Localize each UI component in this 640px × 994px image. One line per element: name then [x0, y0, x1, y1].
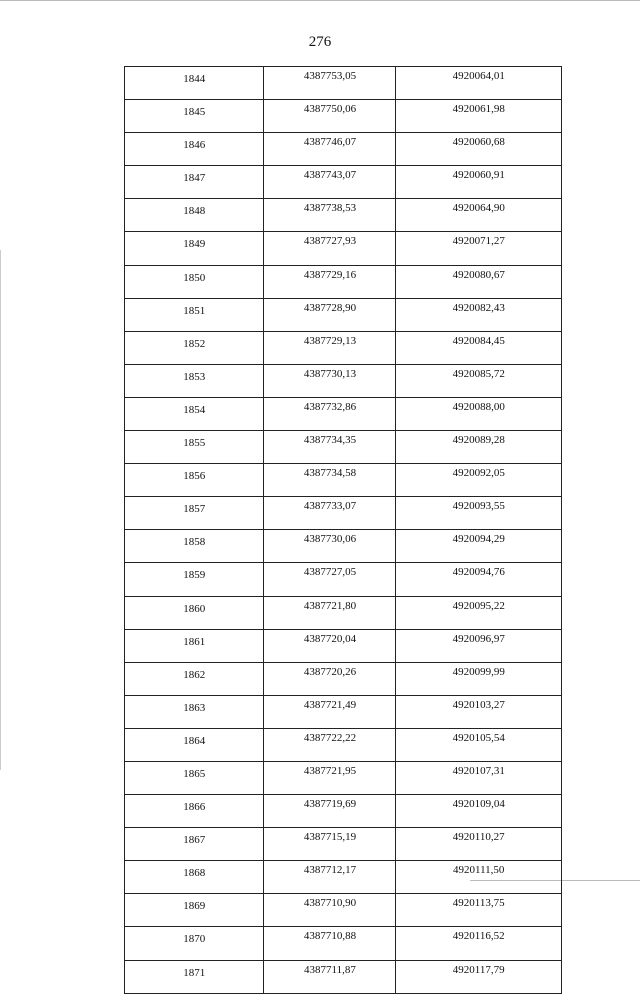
page-number: 276: [308, 34, 332, 50]
table-row: [125, 497, 562, 530]
table-row: [125, 364, 562, 397]
y-coordinate-cell: 4920099,99: [396, 662, 562, 695]
y-coordinate-cell: 4920060,91: [396, 166, 562, 199]
point-number-cell: 1848: [125, 199, 264, 232]
y-coordinate-cell: 4920061,98: [396, 100, 562, 133]
table-row: [125, 629, 562, 662]
point-number-cell: 1864: [125, 728, 264, 761]
x-coordinate-cell: 4387711,87: [264, 960, 396, 993]
x-coordinate-cell: 4387720,26: [264, 662, 396, 695]
x-coordinate-cell: 4387722,22: [264, 728, 396, 761]
y-coordinate-cell: 4920094,76: [396, 563, 562, 596]
y-coordinate-cell: 4920064,01: [396, 67, 562, 100]
point-number-cell: 1867: [125, 828, 264, 861]
table-row: [125, 232, 562, 265]
table-row: [125, 662, 562, 695]
point-number-cell: 1858: [125, 530, 264, 563]
y-coordinate-cell: 4920071,27: [396, 232, 562, 265]
x-coordinate-cell: 4387710,88: [264, 927, 396, 960]
point-number-cell: 1849: [125, 232, 264, 265]
x-coordinate-cell: 4387730,06: [264, 530, 396, 563]
table-row: [125, 596, 562, 629]
x-coordinate-cell: 4387734,35: [264, 431, 396, 464]
point-number-cell: 1865: [125, 761, 264, 794]
table-row: [125, 828, 562, 861]
y-coordinate-cell: 4920088,00: [396, 397, 562, 430]
table-row: [125, 795, 562, 828]
y-coordinate-cell: 4920060,68: [396, 133, 562, 166]
y-coordinate-cell: 4920092,05: [396, 464, 562, 497]
y-coordinate-cell: 4920093,55: [396, 497, 562, 530]
table-row: [125, 331, 562, 364]
point-number-cell: 1861: [125, 629, 264, 662]
point-number-cell: 1863: [125, 695, 264, 728]
y-coordinate-cell: 4920084,45: [396, 331, 562, 364]
y-coordinate-cell: 4920110,27: [396, 828, 562, 861]
table-row: [125, 861, 562, 894]
point-number-cell: 1859: [125, 563, 264, 596]
y-coordinate-cell: 4920116,52: [396, 927, 562, 960]
point-number-cell: 1846: [125, 133, 264, 166]
x-coordinate-cell: 4387728,90: [264, 298, 396, 331]
x-coordinate-cell: 4387721,49: [264, 695, 396, 728]
x-coordinate-cell: 4387720,04: [264, 629, 396, 662]
y-coordinate-cell: 4920080,67: [396, 265, 562, 298]
y-coordinate-cell: 4920109,04: [396, 795, 562, 828]
y-coordinate-cell: 4920094,29: [396, 530, 562, 563]
y-coordinate-cell: 4920117,79: [396, 960, 562, 993]
point-number-cell: 1853: [125, 364, 264, 397]
point-number-cell: 1857: [125, 497, 264, 530]
point-number-cell: 1871: [125, 960, 264, 993]
x-coordinate-cell: 4387729,16: [264, 265, 396, 298]
x-coordinate-cell: 4387743,07: [264, 166, 396, 199]
x-coordinate-cell: 4387719,69: [264, 795, 396, 828]
point-number-cell: 1851: [125, 298, 264, 331]
y-coordinate-cell: 4920082,43: [396, 298, 562, 331]
point-number-cell: 1862: [125, 662, 264, 695]
point-number-cell: 1855: [125, 431, 264, 464]
x-coordinate-cell: 4387738,53: [264, 199, 396, 232]
x-coordinate-cell: 4387727,93: [264, 232, 396, 265]
table-row: [125, 100, 562, 133]
y-coordinate-cell: 4920111,50: [396, 861, 562, 894]
y-coordinate-cell: 4920095,22: [396, 596, 562, 629]
x-coordinate-cell: 4387710,90: [264, 894, 396, 927]
point-number-cell: 1844: [125, 67, 264, 100]
table-row: [125, 563, 562, 596]
table-row: [125, 265, 562, 298]
table-row: [125, 166, 562, 199]
coordinates-table-body: [125, 67, 562, 994]
y-coordinate-cell: 4920064,90: [396, 199, 562, 232]
scan-edge-top: [0, 0, 640, 1]
point-number-cell: 1856: [125, 464, 264, 497]
x-coordinate-cell: 4387712,17: [264, 861, 396, 894]
point-number-cell: 1852: [125, 331, 264, 364]
y-coordinate-cell: 4920113,75: [396, 894, 562, 927]
x-coordinate-cell: 4387721,80: [264, 596, 396, 629]
table-row: [125, 695, 562, 728]
point-number-cell: 1860: [125, 596, 264, 629]
table-row: [125, 927, 562, 960]
table-row: [125, 530, 562, 563]
x-coordinate-cell: 4387746,07: [264, 133, 396, 166]
table-row: [125, 761, 562, 794]
scan-edge-left: [0, 250, 1, 770]
y-coordinate-cell: 4920089,28: [396, 431, 562, 464]
y-coordinate-cell: 4920096,97: [396, 629, 562, 662]
x-coordinate-cell: 4387750,06: [264, 100, 396, 133]
point-number-cell: 1847: [125, 166, 264, 199]
y-coordinate-cell: 4920085,72: [396, 364, 562, 397]
x-coordinate-cell: 4387733,07: [264, 497, 396, 530]
coordinates-table: [124, 66, 562, 994]
table-row: [125, 894, 562, 927]
x-coordinate-cell: 4387730,13: [264, 364, 396, 397]
point-number-cell: 1866: [125, 795, 264, 828]
table-row: [125, 728, 562, 761]
table-row: [125, 199, 562, 232]
y-coordinate-cell: 4920103,27: [396, 695, 562, 728]
table-row: [125, 133, 562, 166]
x-coordinate-cell: 4387721,95: [264, 761, 396, 794]
x-coordinate-cell: 4387727,05: [264, 563, 396, 596]
point-number-cell: 1854: [125, 397, 264, 430]
table-row: [125, 298, 562, 331]
y-coordinate-cell: 4920107,31: [396, 761, 562, 794]
point-number-cell: 1850: [125, 265, 264, 298]
x-coordinate-cell: 4387753,05: [264, 67, 396, 100]
x-coordinate-cell: 4387729,13: [264, 331, 396, 364]
point-number-cell: 1868: [125, 861, 264, 894]
table-row: [125, 960, 562, 993]
table-row: [125, 67, 562, 100]
point-number-cell: 1845: [125, 100, 264, 133]
table-row: [125, 431, 562, 464]
table-row: [125, 397, 562, 430]
x-coordinate-cell: 4387715,19: [264, 828, 396, 861]
y-coordinate-cell: 4920105,54: [396, 728, 562, 761]
x-coordinate-cell: 4387732,86: [264, 397, 396, 430]
x-coordinate-cell: 4387734,58: [264, 464, 396, 497]
point-number-cell: 1869: [125, 894, 264, 927]
table-row: [125, 464, 562, 497]
point-number-cell: 1870: [125, 927, 264, 960]
